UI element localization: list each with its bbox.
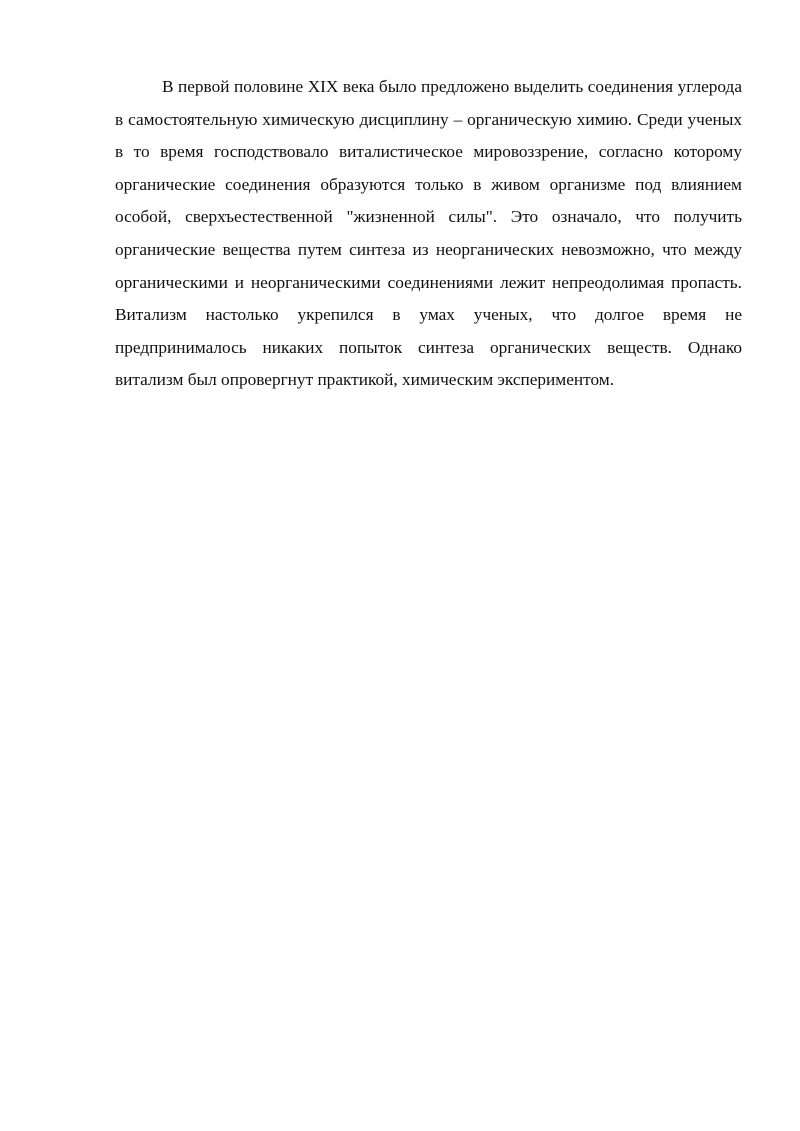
body-paragraph: В первой половине XIX века было предложено выделить соединения углерода в самостоятельную химическую дисциплину – органическую химию. Среди ученых в то время господствовало виталистическое мировоззрение, согласно которому органические соединения образуются только в живом организме под влиянием особой, сверхъестественной "жизненной силы". Это означало, что получить органические вещества путем синтеза из неорганических невозможно, что между органическими и неорганическими соединениями лежит непреодолимая пропасть. Витализм настолько укрепился в умах ученых, что долгое время не предпринималось никаких попыток синтеза органических веществ. Однако витализм был опровергнут практикой, химическим экспериментом.	[115, 77, 742, 390]
